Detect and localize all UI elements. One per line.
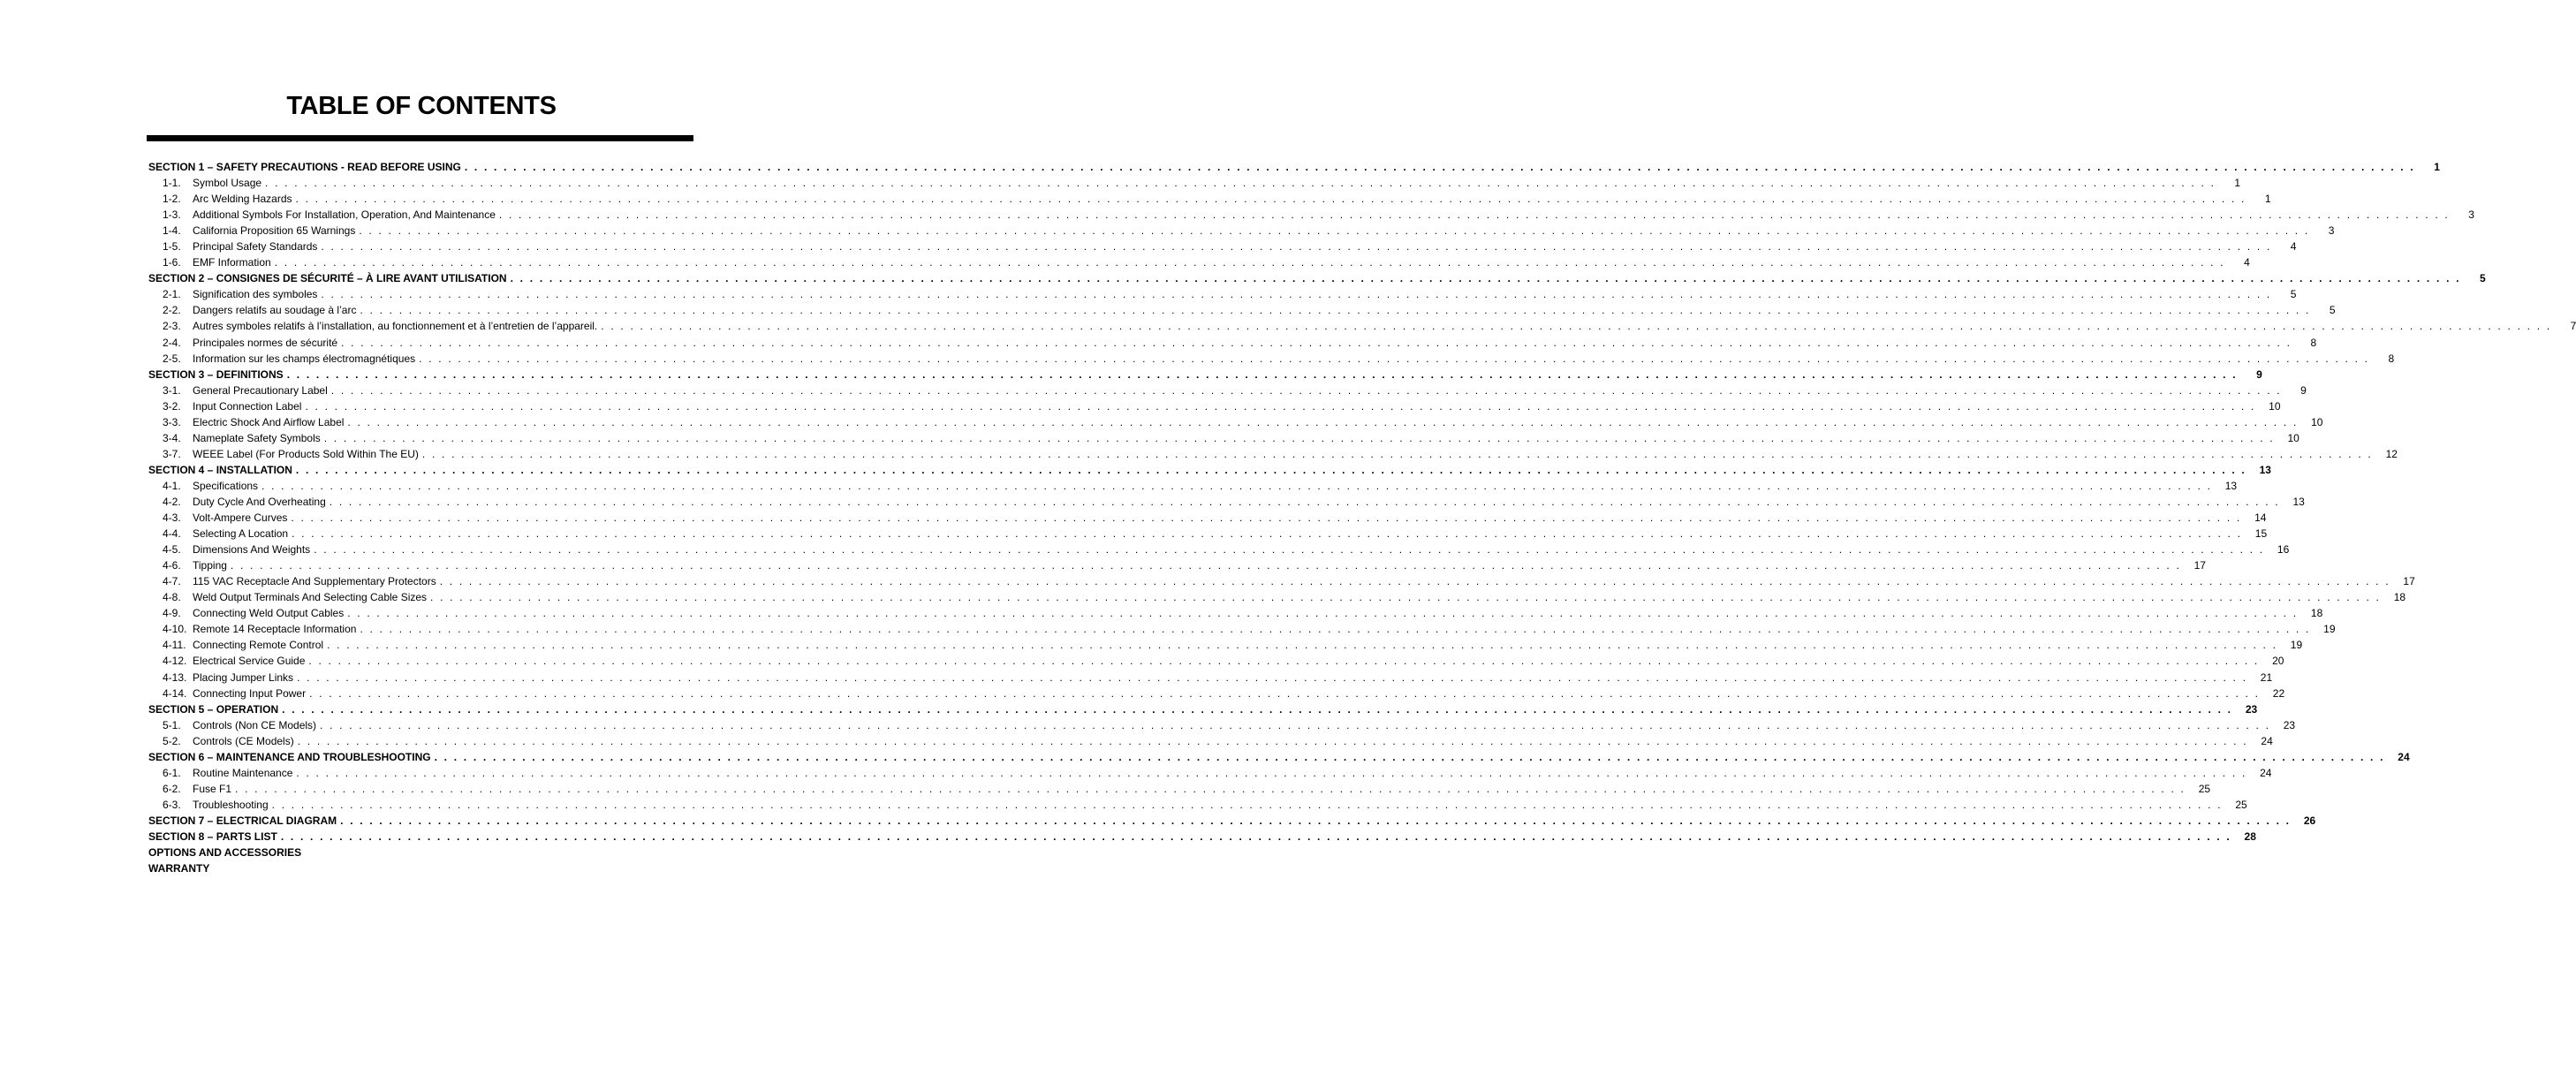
toc-subsection-entry[interactable] (148, 510, 2267, 526)
toc-dot-leader: . . . . . . . . . . . . . . . . . . . . . . . . . . . . . . . . . . . . . . . . . . . . . . . . . . . . . . . . . . . . . . . . . . . . . . . . . . . . . . . . . . . . . . . . . . . . . . . . . . . . . . . . . . . . . . . . . . . . . . . . . . . . . . . . . . . . . . . . . . . . . . . . . . . . . . . . . . . . . . . . . . . . . . . . . . . . . . . . . . . . . . . . . . . . . . . . . . . . . . . . (274, 256, 2225, 269)
toc-entry-number: 6-2. (163, 782, 181, 795)
toc-subsection-entry[interactable] (148, 670, 2273, 686)
toc-subsection-entry[interactable] (148, 765, 2272, 781)
toc-entry-number: 2-2. (163, 304, 181, 317)
toc-entry-label: Volt-Ampere Curves (193, 511, 288, 525)
toc-dot-leader: . . . . . . . . . . . . . . . . . . . . . . . . . . . . . . . . . . . . . . . . . . . . . . . . . . . . . . . . . . . . . . . . . . . . . . . . . . . . . . . . . . . . . . . . . . . . . . . . . . . . . . . . . . . . . . . . . . . . . . . . . . . . . . . . . . . . . . . . . . . . . . . . . . . . . . . . . . . . . . . . . . . . . . . . . . . . . . . . . . . . . . . . . . . . . . . . . . . . . . . . (359, 224, 2310, 238)
toc-page-number: 4 (2290, 240, 2297, 254)
toc-subsection-entry[interactable] (148, 430, 2299, 446)
toc-entry-number: 1-1. (163, 177, 181, 190)
toc-page-number: 5 (2479, 272, 2486, 285)
toc-dot-leader: . . . . . . . . . . . . . . . . . . . . . . . . . . . . . . . . . . . . . . . . . . . . . . . . . . . . . . . . . . . . . . . . . . . . . . . . . . . . . . . . . . . . . . . . . . . . . . . . . . . . . . . . . . . . . . . . . . . . . . . . . . . . . . . . . . . . . . . . . . . . . . . . . . . . . . . . . . . . . . . . . . . . . . . . . . . . . . . . . . . . . . . . . . . . . . . . . . . . . . . . (295, 463, 2246, 476)
toc-dot-leader: . . . . . . . . . . . . . . . . . . . . . . . . . . . . . . . . . . . . . . . . . . . . . . . . . . . . . . . . . . . . . . . . . . . . . . . . . . . . . . . . . . . . . . . . . . . . . . . . . . . . . . . . . . . . . . . . . . . . . . . . . . . . . . . . . . . . . . . . . . . . . . . . . . . . . . . . . . . . . . . . . . . . . . . . . . . . . . . . . . . . . . . . . . . . . . . . . . . . . . . . (601, 320, 2552, 333)
toc-page-number: 4 (2244, 256, 2250, 269)
toc-page-number: 19 (2290, 639, 2303, 652)
toc-subsection-entry[interactable] (148, 335, 2317, 351)
toc-entry-label: Autres symboles relatifs à l’installation, au fonctionnement et à l’entretien de l’appareil. (193, 320, 598, 333)
toc-entry-label: Dimensions And Weights (193, 543, 311, 557)
toc-entry-number: 2-1. (163, 288, 181, 301)
toc-subsection-entry[interactable] (148, 494, 2305, 510)
toc-entry-number: 2-4. (163, 336, 181, 349)
toc-section-entry[interactable] (148, 270, 2486, 286)
toc-entry-label: Tipping (193, 559, 227, 572)
toc-page-number: 9 (2256, 367, 2262, 381)
toc-dot-leader: . . . . . . . . . . . . . . . . . . . . . . . . . . . . . . . . . . . . . . . . . . . . . . . . . . . . . . . . . . . . . . . . . . . . . . . . . . . . . . . . . . . . . . . . . . . . . . . . . . . . . . . . . . . . . . . . . . . . . . . . . . . . . . . . . . . . . . . . . . . . . . . . . . . . . . . . . . . . . . . . . . . . . . . . . . . . . . . . . . . . . . . . . . . . . . . . . . . . . . . . (308, 655, 2260, 668)
toc-subsection-entry[interactable] (148, 526, 2268, 542)
toc-entry-number: 1-2. (163, 193, 181, 206)
toc-page-number: 13 (2259, 463, 2271, 476)
toc-entry-label: Remote 14 Receptacle Information (193, 623, 357, 636)
toc-page-number: 12 (2385, 447, 2398, 460)
toc-subsection-entry[interactable] (148, 557, 2206, 573)
toc-subsection-entry[interactable] (148, 318, 2576, 334)
toc-page-number: 14 (2254, 511, 2267, 525)
toc-entry-label: 115 VAC Receptacle And Supplementary Protectors (193, 575, 436, 588)
toc-dot-leader: . . . . . . . . . . . . . . . . . . . . . . . . . . . . . . . . . . . . . . . . . . . . . . . . . . . . . . . . . . . . . . . . . . . . . . . . . . . . . . . . . . . . . . . . . . . . . . . . . . . . . . . . . . . . . . . . . . . . . . . . . . . . . . . . . . . . . . . . . . . . . . . . . . . . . . . . . . . . . . . . . . . . . . . . . . . . . . . . . . . . . . . . . . . . . . . . . . . . . . . . (360, 304, 2311, 317)
toc-dot-leader: . . . . . . . . . . . . . . . . . . . . . . . . . . . . . . . . . . . . . . . . . . . . . . . . . . . . . . . . . . . . . . . . . . . . . . . . . . . . . . . . . . . . . . . . . . . . . . . . . . . . . . . . . . . . . . . . . . . . . . . . . . . . . . . . . . . . . . . . . . . . . . . . . . . . . . . . . . . . . . . . . . . . . . . . . . . . . . . . . . . . . . . . . . . . . . . . . . . . . . . . (321, 240, 2272, 254)
toc-entry-number: 4-5. (163, 543, 181, 557)
toc-entry-label: Arc Welding Hazards (193, 193, 292, 206)
toc-page-number: 15 (2254, 527, 2268, 541)
toc-subsection-entry[interactable] (148, 717, 2296, 733)
toc-subsection-entry[interactable] (148, 383, 2307, 398)
toc-subsection-entry[interactable] (148, 542, 2290, 557)
toc-page-number: 1 (2234, 177, 2241, 190)
toc-dot-leader: . . . . . . . . . . . . . . . . . . . . . . . . . . . . . . . . . . . . . . . . . . . . . . . . . . . . . . . . . . . . . . . . . . . . . . . . . . . . . . . . . . . . . . . . . . . . . . . . . . . . . . . . . . . . . . . . . . . . . . . . . . . . . . . . . . . . . . . . . . . . . . . . . . . . . . . . . . . . . . . . . . . . . . . . . . . . . . . . . . . . . . . . . . . . . . . . . . . . . . . . (235, 782, 2186, 795)
toc-entry-label: SECTION 1 – SAFETY PRECAUTIONS - READ BEFORE USING (148, 161, 461, 173)
toc-entry-label: Electrical Service Guide (193, 655, 306, 668)
toc-subsection-entry[interactable] (148, 478, 2238, 494)
toc-page-number: 1 (2434, 161, 2440, 173)
toc-entry-number: 1-4. (163, 224, 181, 238)
toc-section-entry[interactable] (148, 860, 693, 876)
toc-section-entry[interactable] (148, 829, 2256, 845)
toc-entry-label: General Precautionary Label (193, 383, 328, 397)
toc-entry-label: Signification des symboles (193, 288, 318, 301)
toc-dot-leader: . . . . . . . . . . . . . . . . . . . . . . . . . . . . . . . . . . . . . . . . . . . . . . . . . . . . . . . . . . . . . . . . . . . . . . . . . . . . . . . . . . . . . . . . . . . . . . . . . . . . . . . . . . . . . . . . . . . . . . . . . . . . . . . . . . . . . . . . . . . . . . . . . . . . . . . . . . . . . . . . . . . . . . . . . . . . . . . . . . . . . . . . . . . . . . . . . . . . . . . . (340, 814, 2292, 827)
toc-entry-label: Additional Symbols For Installation, Operation, And Maintenance (193, 208, 496, 222)
toc-entry-number: 2-3. (163, 320, 181, 333)
toc-entry-label: Principales normes de sécurité (193, 336, 338, 349)
toc-subsection-entry[interactable] (148, 589, 2406, 605)
toc-entry-number: 4-7. (163, 575, 181, 588)
toc-subsection-entry[interactable] (148, 637, 2303, 653)
toc-dot-leader: . . . . . . . . . . . . . . . . . . . . . . . . . . . . . . . . . . . . . . . . . . . . . . . . . . . . . . . . . . . . . . . . . . . . . . . . . . . . . . . . . . . . . . . . . . . . . . . . . . . . . . . . . . . . . . . . . . . . . . . . . . . . . . . . . . . . . . . . . . . . . . . . . . . . . . . . . . . . . . . . . . . . . . . . . . . . . . . . . . . . . . . . . . . . . . . . . . . . . . . . (271, 798, 2223, 811)
toc-dot-leader: . . . . . . . . . . . . . . . . . . . . . . . . . . . . . . . . . . . . . . . . . . . . . . . . . . . . . . . . . . . . . . . . . . . . . . . . . . . . . . . . . . . . . . . . . . . . . . . . . . . . . . . . . . . . . . . . . . . . . . . . . . . . . . . . . . . . . . . . . . . . . . . . . . . . . . . . . . . . . . . . . . . . . . . . . . . . . . . . . . . . . . . . . . . . . . . . . . . . . . . . (419, 352, 2370, 365)
toc-dot-leader: . . . . . . . . . . . . . . . . . . . . . . . . . . . . . . . . . . . . . . . . . . . . . . . . . . . . . . . . . . . . . . . . . . . . . . . . . . . . . . . . . . . . . . . . . . . . . . . . . . . . . . . . . . . . . . . . . . . . . . . . . . . . . . . . . . . . . . . . . . . . . . . . . . . . . . . . . . . . . . . . . . . . . . . . . . . . . . . . . . . . . . . . . . . . . . . . . . . . . . . . (295, 193, 2246, 206)
toc-page-number: 3 (2468, 208, 2474, 222)
toc-dot-leader: . . . . . . . . . . . . . . . . . . . . . . . . . . . . . . . . . . . . . . . . . . . . . . . . . . . . . . . . . . . . . . . . . . . . . . . . . . . . . . . . . . . . . . . . . . . . . . . . . . . . . . . . . . . . . . . . . . . . . . . . . . . . . . . . . . . . . . . . . . . . . . . . . . . . . . . . . . . . . . . . . . . . . . . . . . . . . . . . . . . . . . . . . . . . . . . . . . . . . . . . (464, 161, 2415, 173)
toc-dot-leader: . . . . . . . . . . . . . . . . . . . . . . . . . . . . . . . . . . . . . . . . . . . . . . . . . . . . . . . . . . . . . . . . . . . . . . . . . . . . . . . . . . . . . . . . . . . . . . . . . . . . . . . . . . . . . . . . . . . . . . . . . . . . . . . . . . . . . . . . . . . . . . . . . . . . . . . . . . . . . . . . . . . . . . . . . . . . . . . . . . . . . . . . . . . . . . . . . . . . . . . . (309, 686, 2261, 700)
toc-entry-label: SECTION 5 – OPERATION (148, 702, 279, 716)
toc-entry-number: 1-5. (163, 240, 181, 254)
page-title: TABLE OF CONTENTS (286, 92, 557, 120)
toc-dot-leader: . . . . . . . . . . . . . . . . . . . . . . . . . . . . . . . . . . . . . . . . . . . . . . . . . . . . . . . . . . . . . . . . . . . . . . . . . . . . . . . . . . . . . . . . . . . . . . . . . . . . . . . . . . . . . . . . . . . . . . . . . . . . . . . . . . . . . . . . . . . . . . . . . . . . . . . . . . . . . . . . . . . . . . . . . . . . . . . . . . . . . . . . . . . . . . . . . . . . . . . . (421, 447, 2373, 460)
toc-entry-label: Placing Jumper Links (193, 671, 294, 684)
toc-subsection-entry[interactable] (148, 175, 2241, 191)
toc-dot-leader: . . . . . . . . . . . . . . . . . . . . . . . . . . . . . . . . . . . . . . . . . . . . . . . . . . . . . . . . . . . . . . . . . . . . . . . . . . . . . . . . . . . . . . . . . . . . . . . . . . . . . . . . . . . . . . . . . . . . . . . . . . . . . . . . . . . . . . . . . . . . . . . . . . . . . . . . . . . . . . . . . . . . . . . . . . . . . . . . . . . . . . . . . . . . . . . . . . . . . . . . (292, 527, 2243, 541)
toc-dot-leader: . . . . . . . . . . . . . . . . . . . . . . . . . . . . . . . . . . . . . . . . . . . . . . . . . . . . . . . . . . . . . . . . . . . . . . . . . . . . . . . . . . . . . . . . . . . . . . . . . . . . . . . . . . . . . . . . . . . . . . . . . . . . . . . . . . . . . . . . . . . . . . . . . . . . . . . . . . . . . . . . . . . . . . . . . . . . . . . . . . . . . . . . . . . . . . . . . . . . . . . . (439, 575, 2390, 588)
toc-page-number: 24 (2260, 766, 2272, 779)
toc-entry-number: 4-4. (163, 527, 181, 541)
toc-subsection-entry[interactable] (148, 414, 2323, 430)
toc-entry-number: 6-3. (163, 798, 181, 811)
toc-entry-number: 4-12. (163, 655, 187, 668)
toc-entry-label: SECTION 8 – PARTS LIST (148, 830, 277, 843)
toc-dot-leader: . . . . . . . . . . . . . . . . . . . . . . . . . . . . . . . . . . . . . . . . . . . . . . . . . . . . . . . . . . . . . . . . . . . . . . . . . . . . . . . . . . . . . . . . . . . . . . . . . . . . . . . . . . . . . . . . . . . . . . . . . . . . . . . . . . . . . . . . . . . . . . . . . . . . . . . . . . . . . . . . . . . . . . . . . . . . . . . . . . . . . . . . . . . . . . . . . . . . . . . . (360, 623, 2311, 636)
toc-subsection-entry[interactable] (148, 446, 2398, 462)
toc-page-number: 10 (2269, 399, 2281, 413)
toc-page-number: 17 (2193, 559, 2206, 572)
toc-entry-number: 4-2. (163, 495, 181, 508)
toc-section-entry[interactable] (148, 845, 693, 860)
toc-dot-leader: . . . . . . . . . . . . . . . . . . . . . . . . . . . . . . . . . . . . . . . . . . . . . . . . . . . . . . . . . . . . . . . . . . . . . . . . . . . . . . . . . . . . . . . . . . . . . . . . . . . . . . . . . . . . . . . . . . . . . . . . . . . . . . . . . . . . . . . . . . . . . . . . . . . . . . . . . . . . . . . . . . . . . . . . . . . . . . . . . . . . . . . . . . . . . . . . . . . . . . . . (341, 336, 2292, 349)
toc-subsection-entry[interactable] (148, 621, 2336, 637)
toc-entry-number: 4-8. (163, 591, 181, 604)
toc-page-number: 19 (2323, 623, 2336, 636)
toc-entry-label: Selecting A Location (193, 527, 289, 541)
toc-dot-leader: . . . . . . . . . . . . . . . . . . . . . . . . . . . . . . . . . . . . . . . . . . . . . . . . . . . . . . . . . . . . . . . . . . . . . . . . . . . . . . . . . . . . . . . . . . . . . . . . . . . . . . . . . . . . . . . . . . . . . . . . . . . . . . . . . . . . . . . . . . . . . . . . . . . . . . . . . . . . . . . . . . . . . . . . . . . . . . . . . . . . . . . . . . . . . . . . . . . . . . . . (261, 479, 2213, 492)
toc-subsection-entry[interactable] (148, 733, 2273, 749)
toc-dot-leader: . . . . . . . . . . . . . . . . . . . . . . . . . . . . . . . . . . . . . . . . . . . . . . . . . . . . . . . . . . . . . . . . . . . . . . . . . . . . . . . . . . . . . . . . . . . . . . . . . . . . . . . . . . . . . . . . . . . . . . . . . . . . . . . . . . . . . . . . . . . . . . . . . . . . . . . . . . . . . . . . . . . . . . . . . . . . . . . . . . . . . . . . . . . . . . . . . . . . . . . . (282, 702, 2233, 716)
toc-subsection-entry[interactable] (148, 286, 2297, 302)
toc-page-number: 8 (2388, 352, 2395, 365)
toc-subsection-entry[interactable] (148, 351, 2395, 367)
toc-entry-label: Duty Cycle And Overheating (193, 495, 326, 508)
toc-section-entry[interactable] (148, 159, 2440, 175)
toc-page-number: 20 (2272, 655, 2284, 668)
toc-dot-leader: . . . . . . . . . . . . . . . . . . . . . . . . . . . . . . . . . . . . . . . . . . . . . . . . . . . . . . . . . . . . . . . . . . . . . . . . . . . . . . . . . . . . . . . . . . . . . . . . . . . . . . . . . . . . . . . . . . . . . . . . . . . . . . . . . . . . . . . . . . . . . . . . . . . . . . . . . . . . . . . . . . . . . . . . . . . . . . . . . . . . . . . . . . . . . . . . . . . . . . . . (286, 367, 2238, 381)
toc-entry-number: 4-13. (163, 671, 187, 684)
toc-subsection-entry[interactable] (148, 797, 2247, 813)
toc-page-number: 26 (2303, 814, 2316, 827)
toc-page-number: 5 (2329, 304, 2336, 317)
toc-page-number: 24 (2261, 734, 2273, 747)
toc-entry-label: Input Connection Label (193, 399, 302, 413)
toc-subsection-entry[interactable] (148, 573, 2415, 589)
toc-subsection-entry[interactable] (148, 191, 2271, 207)
toc-dot-leader: . . . . . . . . . . . . . . . . . . . . . . . . . . . . . . . . . . . . . . . . . . . . . . . . . . . . . . . . . . . . . . . . . . . . . . . . . . . . . . . . . . . . . . . . . . . . . . . . . . . . . . . . . . . . . . . . . . . . . . . . . . . . . . . . . . . . . . . . . . . . . . . . . . . . . . . . . . . . . . . . . . . . . . . . . . . . . . . . . . . . . . . . . . . . . . . . . . . . . . . . (320, 718, 2271, 731)
toc-section-entry[interactable] (148, 367, 2262, 383)
toc-subsection-entry[interactable] (148, 605, 2323, 621)
toc-entry-number: 4-10. (163, 623, 187, 636)
toc-dot-leader: . . . . . . . . . . . . . . . . . . . . . . . . . . . . . . . . . . . . . . . . . . . . . . . . . . . . . . . . . . . . . . . . . . . . . . . . . . . . . . . . . . . . . . . . . . . . . . . . . . . . . . . . . . . . . . . . . . . . . . . . . . . . . . . . . . . . . . . . . . . . . . . . . . . . . . . . . . . . . . . . . . . . . . . . . . . . . . . . . . . . . . . . . . . . . . . . . . . . . . . . (430, 591, 2382, 604)
toc-entry-number: 6-1. (163, 766, 181, 779)
toc-dot-leader: . . . . . . . . . . . . . . . . . . . . . . . . . . . . . . . . . . . . . . . . . . . . . . . . . . . . . . . . . . . . . . . . . . . . . . . . . . . . . . . . . . . . . . . . . . . . . . . . . . . . . . . . . . . . . . . . . . . . . . . . . . . . . . . . . . . . . . . . . . . . . . . . . . . . . . . . . . . . . . . . . . . . . . . . . . . . . . . . . . . . . . . . . . . . . . . . . . . . . . . . (297, 671, 2248, 684)
toc-entry-label: EMF Information (193, 256, 271, 269)
toc-subsection-entry[interactable] (148, 254, 2250, 270)
toc-entry-label: SECTION 4 – INSTALLATION (148, 463, 292, 476)
toc-dot-leader: . . . . . . . . . . . . . . . . . . . . . . . . . . . . . . . . . . . . . . . . . . . . . . . . . . . . . . . . . . . . . . . . . . . . . . . . . . . . . . . . . . . . . . . . . . . . . . . . . . . . . . . . . . . . . . . . . . . . . . . . . . . . . . . . . . . . . . . . . . . . . . . . . . . . . . . . . . . . . . . . . . . . . . . . . . . . . . . . . . . . . . . . . . . . . . . . . . . . . . . . (347, 415, 2299, 428)
toc-page-number: 23 (2245, 702, 2258, 716)
toc-dot-leader: . . . . . . . . . . . . . . . . . . . . . . . . . . . . . . . . . . . . . . . . . . . . . . . . . . . . . . . . . . . . . . . . . . . . . . . . . . . . . . . . . . . . . . . . . . . . . . . . . . . . . . . . . . . . . . . . . . . . . . . . . . . . . . . . . . . . . . . . . . . . . . . . . . . . . . . . . . . . . . . . . . . . . . . . . . . . . . . . . . . . . . . . . . . . . . . . . . . . . . . . (291, 511, 2242, 525)
toc-entry-label: Symbol Usage (193, 177, 262, 190)
toc-subsection-entry[interactable] (148, 239, 2297, 254)
toc-page-number: 13 (2292, 495, 2305, 508)
toc-entry-number: 4-3. (163, 511, 181, 525)
toc-subsection-entry[interactable] (148, 302, 2336, 318)
toc-entry-number: 3-4. (163, 431, 181, 444)
toc-entry-label: WEEE Label (For Products Sold Within The EU) (193, 447, 419, 460)
toc-entry-label: Principal Safety Standards (193, 240, 318, 254)
toc-entry-label: SECTION 6 – MAINTENANCE AND TROUBLESHOOTING (148, 750, 431, 763)
toc-dot-leader: . . . . . . . . . . . . . . . . . . . . . . . . . . . . . . . . . . . . . . . . . . . . . . . . . . . . . . . . . . . . . . . . . . . . . . . . . . . . . . . . . . . . . . . . . . . . . . . . . . . . . . . . . . . . . . . . . . . . . . . . . . . . . . . . . . . . . . . . . . . . . . . . . . . . . . . . . . . . . . . . . . . . . . . . . . . . . . . . . . . . . . . . . . . . . . . . . . . . . . . . (434, 750, 2385, 763)
toc-page-number: 21 (2260, 671, 2273, 684)
toc-dot-leader: . . . . . . . . . . . . . . . . . . . . . . . . . . . . . . . . . . . . . . . . . . . . . . . . . . . . . . . . . . . . . . . . . . . . . . . . . . . . . . . . . . . . . . . . . . . . . . . . . . . . . . . . . . . . . . . . . . . . . . . . . . . . . . . . . . . . . . . . . . . . . . . . . . . . . . . . . . . . . . . . . . . . . . . . . . . . . . . . . . . . . . . . . . . . . . . . . . . . . . . . (297, 734, 2248, 747)
toc-page-number: 18 (2310, 607, 2323, 620)
toc-section-entry[interactable] (148, 701, 2258, 717)
toc-page-number: 10 (2287, 431, 2299, 444)
toc-entry-label: California Proposition 65 Warnings (193, 224, 356, 238)
toc-page-number: 25 (2198, 782, 2211, 795)
toc-page-number: 1 (2264, 193, 2271, 206)
toc-section-entry[interactable] (148, 462, 2271, 478)
toc-subsection-entry[interactable] (148, 653, 2284, 669)
toc-subsection-entry[interactable] (148, 686, 2285, 701)
toc-dot-leader: . . . . . . . . . . . . . . . . . . . . . . . . . . . . . . . . . . . . . . . . . . . . . . . . . . . . . . . . . . . . . . . . . . . . . . . . . . . . . . . . . . . . . . . . . . . . . . . . . . . . . . . . . . . . . . . . . . . . . . . . . . . . . . . . . . . . . . . . . . . . . . . . . . . . . . . . . . . . . . . . . . . . . . . . . . . . . . . . . . . . . . . . . . . . . . . . . . . . . . . . (347, 607, 2299, 620)
toc-entry-number: 4-11. (163, 639, 186, 652)
toc-dot-leader: . . . . . . . . . . . . . . . . . . . . . . . . . . . . . . . . . . . . . . . . . . . . . . . . . . . . . . . . . . . . . . . . . . . . . . . . . . . . . . . . . . . . . . . . . . . . . . . . . . . . . . . . . . . . . . . . . . . . . . . . . . . . . . . . . . . . . . . . . . . . . . . . . . . . . . . . . . . . . . . . . . . . . . . . . . . . . . . . . . . . . . . . . . . . . . . . . . . . . . . . (230, 559, 2181, 572)
toc-entry-number: 4-6. (163, 559, 181, 572)
toc-entry-label: Nameplate Safety Symbols (193, 431, 321, 444)
toc-page-number: 13 (2224, 479, 2238, 492)
toc-dot-leader: . . . . . . . . . . . . . . . . . . . . . . . . . . . . . . . . . . . . . . . . . . . . . . . . . . . . . . . . . . . . . . . . . . . . . . . . . . . . . . . . . . . . . . . . . . . . . . . . . . . . . . . . . . . . . . . . . . . . . . . . . . . . . . . . . . . . . . . . . . . . . . . . . . . . . . . . . . . . . . . . . . . . . . . . . . . . . . . . . . . . . . . . . . . . . . . . . . . . . . . . (330, 383, 2282, 397)
toc-page-number: 16 (2277, 543, 2290, 557)
toc-dot-leader: . . . . . . . . . . . . . . . . . . . . . . . . . . . . . . . . . . . . . . . . . . . . . . . . . . . . . . . . . . . . . . . . . . . . . . . . . . . . . . . . . . . . . . . . . . . . . . . . . . . . . . . . . . . . . . . . . . . . . . . . . . . . . . . . . . . . . . . . . . . . . . . . . . . . . . . . . . . . . . . . . . . . . . . . . . . . . . . . . . . . . . . . . . . . . . . . . . . . . . . . (510, 272, 2461, 285)
toc-entry-label: Connecting Remote Control (193, 639, 324, 652)
toc-dot-leader: . . . . . . . . . . . . . . . . . . . . . . . . . . . . . . . . . . . . . . . . . . . . . . . . . . . . . . . . . . . . . . . . . . . . . . . . . . . . . . . . . . . . . . . . . . . . . . . . . . . . . . . . . . . . . . . . . . . . . . . . . . . . . . . . . . . . . . . . . . . . . . . . . . . . . . . . . . . . . . . . . . . . . . . . . . . . . . . . . . . . . . . . . . . . . . . . . . . . . . . . (321, 288, 2272, 301)
toc-entry-number: 3-3. (163, 415, 181, 428)
toc-dot-leader: . . . . . . . . . . . . . . . . . . . . . . . . . . . . . . . . . . . . . . . . . . . . . . . . . . . . . . . . . . . . . . . . . . . . . . . . . . . . . . . . . . . . . . . . . . . . . . . . . . . . . . . . . . . . . . . . . . . . . . . . . . . . . . . . . . . . . . . . . . . . . . . . . . . . . . . . . . . . . . . . . . . . . . . . . . . . . . . . . . . . . . . . . . . . . . . . . . . . . . . . (329, 495, 2280, 508)
toc-page-number: 23 (2283, 718, 2296, 731)
toc-page-number: 24 (2398, 750, 2410, 763)
toc-entry-number: 4-1. (163, 479, 181, 492)
toc-entry-label: SECTION 2 – CONSIGNES DE SÉCURITÉ – À LIRE AVANT UTILISATION (148, 272, 507, 285)
toc-subsection-entry[interactable] (148, 781, 2211, 797)
toc-entry-label: Routine Maintenance (193, 766, 293, 779)
toc-entry-label: Electric Shock And Airflow Label (193, 415, 345, 428)
toc-entry-label: Information sur les champs électromagnétiques (193, 352, 416, 365)
toc-dot-leader: . . . . . . . . . . . . . . . . . . . . . . . . . . . . . . . . . . . . . . . . . . . . . . . . . . . . . . . . . . . . . . . . . . . . . . . . . . . . . . . . . . . . . . . . . . . . . . . . . . . . . . . . . . . . . . . . . . . . . . . . . . . . . . . . . . . . . . . . . . . . . . . . . . . . . . . . . . . . . . . . . . . . . . . . . . . . . . . . . . . . . . . . . . . . . . . . . . . . . . . . (265, 177, 2216, 190)
toc-entry-label: Weld Output Terminals And Selecting Cable Sizes (193, 591, 428, 604)
toc-subsection-entry[interactable] (148, 223, 2335, 239)
toc-page-number: 3 (2328, 224, 2335, 238)
toc-entry-label: Connecting Input Power (193, 686, 307, 700)
toc-dot-leader: . . . . . . . . . . . . . . . . . . . . . . . . . . . . . . . . . . . . . . . . . . . . . . . . . . . . . . . . . . . . . . . . . . . . . . . . . . . . . . . . . . . . . . . . . . . . . . . . . . . . . . . . . . . . . . . . . . . . . . . . . . . . . . . . . . . . . . . . . . . . . . . . . . . . . . . . . . . . . . . . . . . . . . . . . . . . . . . . . . . . . . . . . . . . . . . . . . . . . . . . (323, 431, 2275, 444)
toc-entry-number: 4-14. (163, 686, 187, 700)
toc-entry-number: 2-5. (163, 352, 181, 365)
toc-entry-number: 3-7. (163, 447, 181, 460)
toc-page-number: 8 (2310, 336, 2317, 349)
toc-page-number: 7 (2570, 320, 2576, 333)
toc-page-number: 25 (2235, 798, 2247, 811)
table-of-contents (148, 159, 2576, 876)
toc-dot-leader: . . . . . . . . . . . . . . . . . . . . . . . . . . . . . . . . . . . . . . . . . . . . . . . . . . . . . . . . . . . . . . . . . . . . . . . . . . . . . . . . . . . . . . . . . . . . . . . . . . . . . . . . . . . . . . . . . . . . . . . . . . . . . . . . . . . . . . . . . . . . . . . . . . . . . . . . . . . . . . . . . . . . . . . . . . . . . . . . . . . . . . . . . . . . . . . . . . . . . . . . (498, 208, 2450, 222)
toc-entry-label: SECTION 3 – DEFINITIONS (148, 367, 284, 381)
toc-dot-leader: . . . . . . . . . . . . . . . . . . . . . . . . . . . . . . . . . . . . . . . . . . . . . . . . . . . . . . . . . . . . . . . . . . . . . . . . . . . . . . . . . . . . . . . . . . . . . . . . . . . . . . . . . . . . . . . . . . . . . . . . . . . . . . . . . . . . . . . . . . . . . . . . . . . . . . . . . . . . . . . . . . . . . . . . . . . . . . . . . . . . . . . . . . . . . . . . . . . . . . . . (296, 766, 2247, 779)
toc-entry-label: Specifications (193, 479, 259, 492)
toc-entry-label: Controls (CE Models) (193, 734, 294, 747)
toc-page-number: 17 (2403, 575, 2415, 588)
toc-dot-leader: . . . . . . . . . . . . . . . . . . . . . . . . . . . . . . . . . . . . . . . . . . . . . . . . . . . . . . . . . . . . . . . . . . . . . . . . . . . . . . . . . . . . . . . . . . . . . . . . . . . . . . . . . . . . . . . . . . . . . . . . . . . . . . . . . . . . . . . . . . . . . . . . . . . . . . . . . . . . . . . . . . . . . . . . . . . . . . . . . . . . . . . . . . . . . . . . . . . . . . . . (280, 830, 2231, 843)
toc-entry-number: 3-1. (163, 383, 181, 397)
toc-entry-label: Troubleshooting (193, 798, 269, 811)
toc-entry-label: Fuse F1 (193, 782, 232, 795)
toc-dot-leader: . . . . . . . . . . . . . . . . . . . . . . . . . . . . . . . . . . . . . . . . . . . . . . . . . . . . . . . . . . . . . . . . . . . . . . . . . . . . . . . . . . . . . . . . . . . . . . . . . . . . . . . . . . . . . . . . . . . . . . . . . . . . . . . . . . . . . . . . . . . . . . . . . . . . . . . . . . . . . . . . . . . . . . . . . . . . . . . . . . . . . . . . . . . . . . . . . . . . . . . . (305, 399, 2256, 413)
toc-entry-number: 1-6. (163, 256, 181, 269)
toc-entry-label: Controls (Non CE Models) (193, 718, 317, 731)
toc-page-number: 10 (2311, 415, 2323, 428)
toc-entry-number: 3-2. (163, 399, 181, 413)
toc-entry-number: 4-9. (163, 607, 181, 620)
toc-entry-label: OPTIONS AND ACCESSORIES (148, 846, 302, 860)
toc-page-number: 18 (2393, 591, 2406, 604)
toc-subsection-entry[interactable] (148, 398, 2281, 414)
title-divider (147, 135, 693, 141)
toc-entry-label: WARRANTY (148, 862, 210, 875)
toc-entry-number: 5-1. (163, 718, 181, 731)
toc-entry-label: Connecting Weld Output Cables (193, 607, 345, 620)
toc-section-entry[interactable] (148, 813, 2316, 829)
toc-section-entry[interactable] (148, 749, 2410, 765)
toc-page-number: 9 (2300, 383, 2307, 397)
toc-page-number: 5 (2290, 288, 2297, 301)
toc-entry-label: SECTION 7 – ELECTRICAL DIAGRAM (148, 814, 337, 827)
toc-entry-label: Dangers relatifs au soudage à l’arc (193, 304, 357, 317)
toc-page-number: 28 (2244, 830, 2256, 843)
toc-entry-number: 5-2. (163, 734, 181, 747)
toc-dot-leader: . . . . . . . . . . . . . . . . . . . . . . . . . . . . . . . . . . . . . . . . . . . . . . . . . . . . . . . . . . . . . . . . . . . . . . . . . . . . . . . . . . . . . . . . . . . . . . . . . . . . . . . . . . . . . . . . . . . . . . . . . . . . . . . . . . . . . . . . . . . . . . . . . . . . . . . . . . . . . . . . . . . . . . . . . . . . . . . . . . . . . . . . . . . . . . . . . . . . . . . . (327, 639, 2278, 652)
toc-page-number: 22 (2272, 686, 2285, 700)
toc-dot-leader: . . . . . . . . . . . . . . . . . . . . . . . . . . . . . . . . . . . . . . . . . . . . . . . . . . . . . . . . . . . . . . . . . . . . . . . . . . . . . . . . . . . . . . . . . . . . . . . . . . . . . . . . . . . . . . . . . . . . . . . . . . . . . . . . . . . . . . . . . . . . . . . . . . . . . . . . . . . . . . . . . . . . . . . . . . . . . . . . . . . . . . . . . . . . . . . . . . . . . . . . (314, 543, 2265, 557)
toc-subsection-entry[interactable] (148, 207, 2474, 223)
toc-entry-number: 1-3. (163, 208, 181, 222)
